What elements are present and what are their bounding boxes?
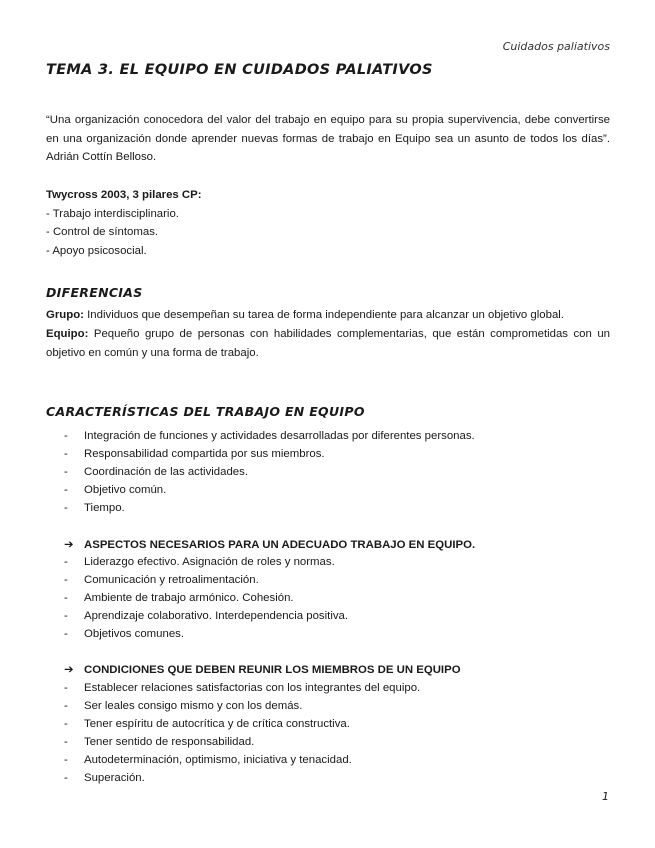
characteristics-list	[64, 427, 604, 517]
dash-bullet-icon: -	[64, 718, 68, 730]
dash-bullet-icon: -	[64, 628, 68, 640]
dash-bullet-icon: -	[64, 502, 68, 514]
dash-bullet-icon: -	[64, 772, 68, 784]
list-item: - Autodeterminación, optimismo, iniciativa y tenacidad.	[64, 751, 604, 769]
conditions-list	[64, 679, 604, 787]
dash-bullet-icon: -	[64, 556, 68, 568]
list-item: - Tener espíritu de autocrítica y de crítica constructiva.	[64, 715, 604, 733]
list-item: - Superación.	[64, 769, 604, 787]
dash-bullet-icon: -	[64, 574, 68, 586]
pillar-item: - Apoyo psicosocial.	[46, 244, 147, 257]
list-item: - Ambiente de trabajo armónico. Cohesión.	[64, 589, 604, 607]
dash-bullet-icon: -	[64, 592, 68, 604]
list-item: - Liderazgo efectivo. Asignación de roles y normas.	[64, 553, 604, 571]
dash-bullet-icon: -	[64, 484, 68, 496]
dash-bullet-icon: -	[64, 610, 68, 622]
list-item: - Establecer relaciones satisfactorias con los integrantes del equipo.	[64, 679, 604, 697]
characteristics-heading: CARACTERÍSTICAS DEL TRABAJO EN EQUIPO	[46, 404, 365, 419]
list-item: - Integración de funciones y actividades desarrolladas por diferentes personas.	[64, 427, 604, 445]
dash-bullet-icon: -	[64, 700, 68, 712]
dash-bullet-icon: -	[64, 448, 68, 460]
differences-definitions	[46, 306, 610, 363]
page-number: 1	[602, 790, 609, 803]
definition-term: Grupo:	[46, 309, 84, 321]
dash-bullet-icon: -	[64, 430, 68, 442]
running-header: Cuidados paliativos	[502, 40, 610, 53]
list-item: - Tiempo.	[64, 499, 604, 517]
definition-text: Individuos que desempeñan su tarea de forma independiente para alcanzar un objetivo global.	[83, 309, 564, 321]
definition-term: Equipo:	[46, 328, 89, 340]
aspects-list	[64, 553, 604, 643]
list-item: - Responsabilidad compartida por sus miembros.	[64, 445, 604, 463]
pillars-heading: Twycross 2003, 3 pilares CP:	[46, 189, 202, 201]
differences-heading: DIFERENCIAS	[46, 285, 143, 300]
list-item: - Ser leales consigo mismo y con los demás.	[64, 697, 604, 715]
opening-quote: “Una organización conocedora del valor del trabajo en equipo para su propia supervivencia, debe convertirse en una organización donde aprender nuevas formas de trabajo en Equipo sea un asunto de todos los días”. Adrián Cottín Belloso.	[46, 114, 610, 163]
aspects-heading: ➔ ASPECTOS NECESARIOS PARA UN ADECUADO TRABAJO EN EQUIPO.	[64, 539, 476, 551]
document-title: TEMA 3. EL EQUIPO EN CUIDADOS PALIATIVOS	[46, 62, 433, 78]
definition-equipo	[46, 325, 610, 363]
arrow-right-icon: ➔	[64, 539, 74, 551]
conditions-heading: ➔ CONDICIONES QUE DEBEN REUNIR LOS MIEMBROS DE UN EQUIPO	[64, 664, 461, 676]
arrow-right-icon: ➔	[64, 664, 74, 676]
list-item: - Comunicación y retroalimentación.	[64, 571, 604, 589]
list-item: - Aprendizaje colaborativo. Interdependencia positiva.	[64, 607, 604, 625]
list-item: - Coordinación de las actividades.	[64, 463, 604, 481]
pillars-section	[46, 186, 610, 260]
pillar-item: - Trabajo interdisciplinario.	[46, 207, 179, 220]
dash-bullet-icon: -	[64, 466, 68, 478]
list-item: - Objetivos comunes.	[64, 625, 604, 643]
dash-bullet-icon: -	[64, 754, 68, 766]
list-item: - Objetivo común.	[64, 481, 604, 499]
list-item: - Tener sentido de responsabilidad.	[64, 733, 604, 751]
definition-text: Pequeño grupo de personas con habilidades complementarias, que están comprometidas con un objetivo en común y una forma de trabajo.	[46, 328, 610, 359]
definition-grupo	[46, 306, 610, 325]
dash-bullet-icon: -	[64, 682, 68, 694]
dash-bullet-icon: -	[64, 736, 68, 748]
pillar-item: - Control de síntomas.	[46, 226, 159, 238]
